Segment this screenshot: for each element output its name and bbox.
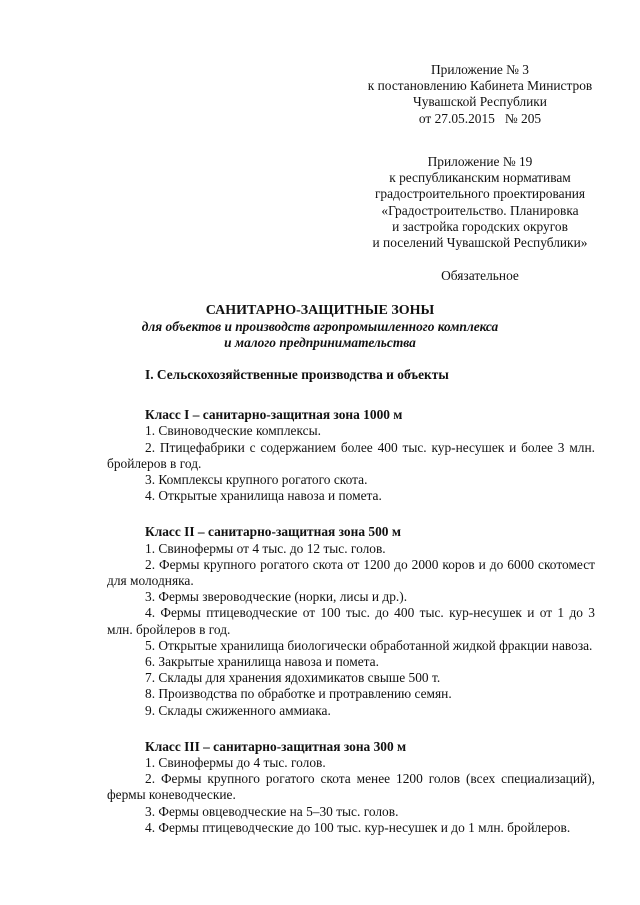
list-item: 4. Фермы птицеводческие до 100 тыс. кур-несушек и до 1 млн. бройлеров.	[145, 819, 571, 835]
attachment-3-line: Чувашской Республики	[413, 94, 547, 110]
list-item: 4. Открытые хранилища навоза и помета.	[145, 488, 382, 504]
attachment-3-line: Приложение № 3	[430, 62, 530, 77]
list-item: 7. Склады для хранения ядохимикатов свыше 500 т.	[145, 670, 441, 686]
title-main: САНИТАРНО-ЗАЩИТНЫЕ ЗОНЫ	[205, 303, 435, 318]
attachment-19-line: градостроительного проектирования	[374, 186, 586, 202]
document-title	[120, 303, 520, 352]
list-item: 3. Комплексы крупного рогатого скота.	[145, 472, 368, 488]
list-item: 2. Птицефабрики с содержанием более 400 тыс. кур-несушек и более 3 млн. бройлеров в год.	[107, 439, 595, 471]
list-item: 1. Свинофермы от 4 тыс. до 12 тыс. голов.	[145, 540, 386, 556]
class-block	[107, 739, 595, 836]
attachment-19-line: «Градостроительство. Планировка	[381, 202, 579, 218]
list-item: 3. Фермы звероводческие (норки, лисы и др.).	[145, 589, 408, 605]
class-block	[107, 407, 595, 504]
list-item: 8. Производства по обработке и протравлению семян.	[145, 686, 452, 702]
list-item: 6. Закрытые хранилища навоза и помета.	[145, 654, 379, 670]
attachment-19-line: к республиканским нормативам	[389, 170, 571, 186]
list-item: 1. Свиноводческие комплексы.	[145, 423, 321, 439]
attachment-19-line: Приложение № 19	[427, 154, 533, 169]
mandatory-label: Обязательное	[441, 268, 519, 283]
attachment-3-line: к постановлению Кабинета Министров	[367, 78, 593, 94]
attachment-3-block	[350, 62, 610, 127]
attachment-19-line: и поселений Чувашской Республики»	[372, 235, 588, 251]
list-item: 2. Фермы крупного рогатого скота менее 1200 голов (всех специализаций), фермы коневодческие.	[107, 771, 595, 803]
list-item: 5. Открытые хранилища биологически обработанной жидкой фракции навоза.	[145, 637, 593, 653]
document-body	[107, 367, 595, 856]
title-subtitle-line: для объектов и производств агропромышленного комплекса	[141, 319, 499, 335]
list-item: 9. Склады сжиженного аммиака.	[145, 702, 331, 718]
list-item: 4. Фермы птицеводческие от 100 тыс. до 400 тыс. кур-несушек и от 1 до 3 млн. бройлеров в год.	[107, 605, 595, 637]
class-heading: Класс II – санитарно-защитная зона 500 м	[145, 524, 401, 540]
list-item: 2. Фермы крупного рогатого скота от 1200 до 2000 коров и до 6000 скотомест для молодняка.	[107, 556, 595, 589]
class-heading: Класс I – санитарно-защитная зона 1000 м	[145, 407, 403, 423]
list-item: 1. Свинофермы до 4 тыс. голов.	[145, 755, 326, 771]
attachment-3-line: от 27.05.2015 № 205	[418, 110, 542, 126]
list-item: 3. Фермы овцеводческие на 5–30 тыс. голов.	[145, 803, 399, 819]
section-heading: I. Сельскохозяйственные производства и объекты	[145, 367, 449, 382]
attachment-19-line: и застройка городских округов	[392, 218, 568, 234]
class-heading: Класс III – санитарно-защитная зона 300 м	[145, 738, 407, 754]
attachment-19-block	[350, 154, 610, 251]
title-subtitle-line: и малого предпринимательства	[224, 335, 416, 351]
class-block	[107, 524, 595, 718]
